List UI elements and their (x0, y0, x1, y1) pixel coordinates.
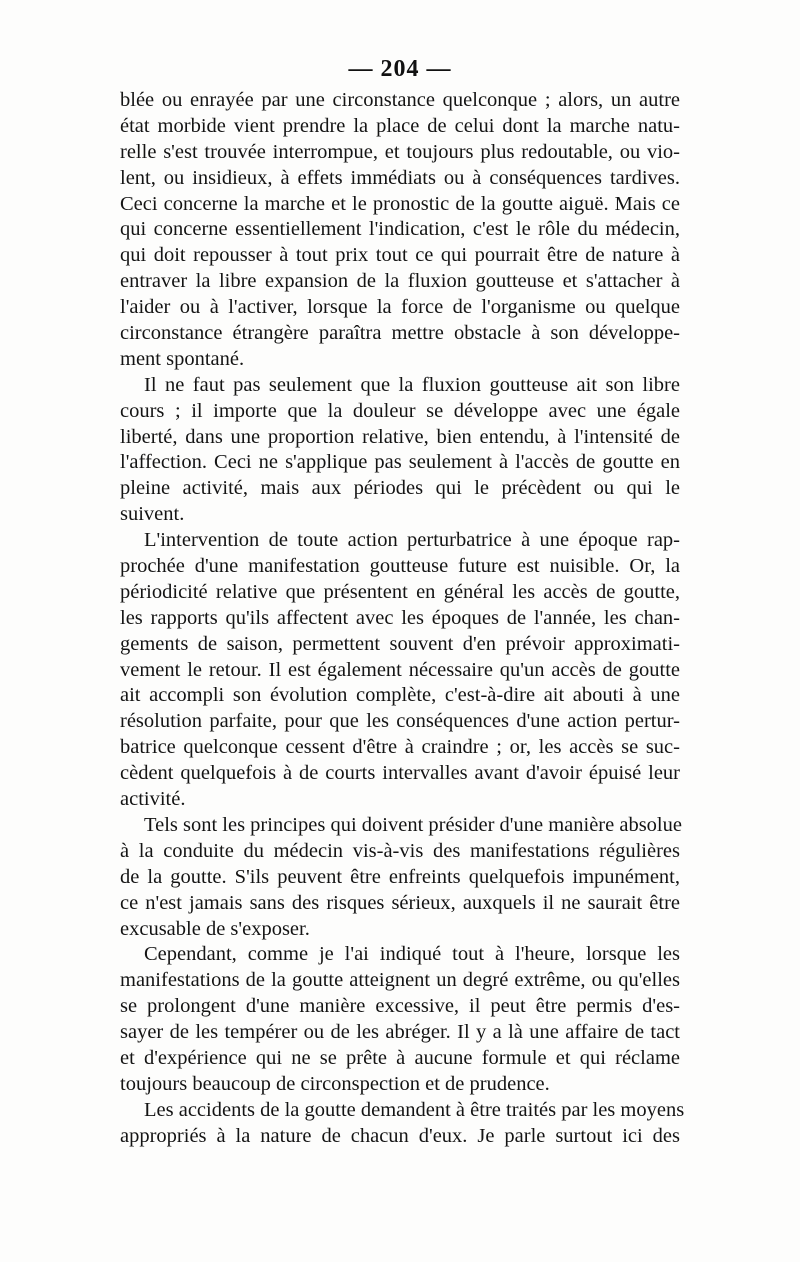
text-line: résolution parfaite, pour que les conséquences d'une action pertur- (120, 710, 680, 733)
text-line: vement le retour. Il est également nécessaire qu'un accès de goutte (120, 658, 680, 681)
page-number: — 204 — (348, 56, 452, 82)
text-line: ment spontané. (120, 347, 245, 370)
text-line: de la goutte. S'ils peuvent être enfreints quelquefois impunément, (120, 865, 680, 888)
paragraph (120, 88, 680, 373)
text-line: batrice quelconque cessent d'être à craindre ; or, les accès se suc- (120, 736, 680, 759)
text-line: pleine activité, mais aux périodes qui le précèdent ou qui le (120, 477, 680, 500)
text-line: ait accompli son évolution complète, c'est-à-dire ait abouti à une (120, 684, 680, 707)
text-line: à la conduite du médecin vis-à-vis des manifestations régulières (120, 839, 680, 862)
text-line: suivent. (120, 503, 185, 526)
text-line: qui doit repousser à tout prix tout ce qui pourrait être de nature à (120, 244, 680, 267)
text-line: activité. (120, 788, 186, 811)
text-line: gements de saison, permettent souvent d'en prévoir approximati- (120, 632, 680, 655)
text-line: liberté, dans une proportion relative, bien entendu, à l'intensité de (120, 425, 680, 448)
text-line: l'aider ou à l'activer, lorsque la force de l'organisme ou quelque (120, 296, 680, 319)
text-line: cèdent quelquefois à de courts intervalles avant d'avoir épuisé leur (120, 762, 680, 785)
text-line: l'affection. Ceci ne s'applique pas seulement à l'accès de goutte en (120, 451, 680, 474)
text-line: excusable de s'exposer. (120, 917, 310, 940)
text-line: sayer de les tempérer ou de les abréger. Il y a là une affaire de tact (120, 1021, 680, 1044)
text-line: lent, ou insidieux, à effets immédiats ou à conséquences tardives. (120, 166, 680, 189)
text-line: les rapports qu'ils affectent avec les époques de l'année, les chan- (120, 606, 680, 629)
text-line: ce n'est jamais sans des risques sérieux, auxquels il ne saurait être (120, 891, 680, 914)
text-line: manifestations de la goutte atteignent un degré extrême, ou qu'elles (120, 969, 680, 992)
text-line: blée ou enrayée par une circonstance quelconque ; alors, un autre (120, 89, 680, 111)
body-text (120, 88, 685, 1150)
text-line: Les accidents de la goutte demandent à être traités par les moyens (144, 1098, 685, 1121)
paragraph (120, 528, 680, 813)
text-line: L'intervention de toute action perturbatrice à une époque rap- (144, 529, 680, 552)
text-line: relle s'est trouvée interrompue, et toujours plus redoutable, ou vio- (120, 140, 680, 163)
text-line: Il ne faut pas seulement que la fluxion goutteuse ait son libre (144, 373, 680, 396)
text-line: Cependant, comme je l'ai indiqué tout à l'heure, lorsque les (144, 943, 680, 966)
text-line: qui concerne essentiellement l'indication, c'est le rôle du médecin, (120, 218, 680, 241)
paragraph (120, 942, 680, 1097)
text-line: appropriés à la nature de chacun d'eux. Je parle surtout ici des (120, 1124, 680, 1147)
paragraph (120, 373, 680, 528)
text-line: toujours beaucoup de circonspection et de prudence. (120, 1072, 550, 1095)
text-line: Tels sont les principes qui doivent présider d'une manière absolue (144, 813, 682, 836)
text-line: Ceci concerne la marche et le pronostic de la goutte aiguë. Mais ce (120, 192, 680, 215)
text-line: et d'expérience qui ne se prête à aucune formule et qui réclame (120, 1046, 680, 1069)
paragraph (120, 1098, 685, 1150)
text-line: entraver la libre expansion de la fluxion goutteuse et s'attacher à (120, 270, 680, 293)
text-line: circonstance étrangère paraîtra mettre obstacle à son développe- (120, 322, 680, 345)
text-line: prochée d'une manifestation goutteuse future est nuisible. Or, la (120, 555, 680, 578)
text-line: état morbide vient prendre la place de celui dont la marche natu- (120, 114, 680, 137)
text-line: se prolongent d'une manière excessive, il peut être permis d'es- (120, 995, 680, 1018)
text-line: périodicité relative que présentent en général les accès de goutte, (120, 580, 680, 603)
paragraph (120, 813, 680, 942)
text-line: cours ; il importe que la douleur se développe avec une égale (120, 399, 680, 422)
